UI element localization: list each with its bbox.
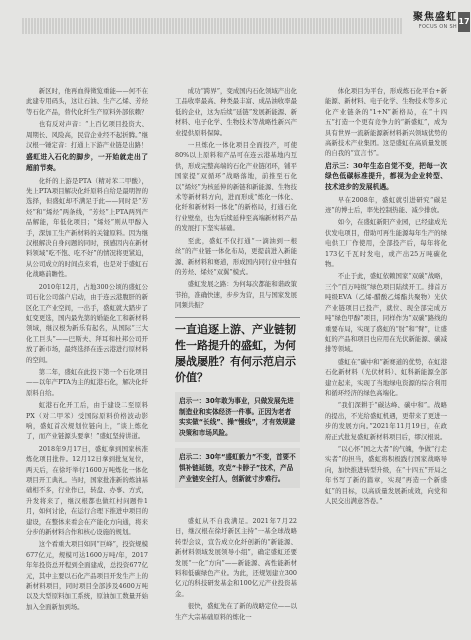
insight-box-2: 启示二：30年“盛虹毅力”不变，首要不惧补链延链，攻克“卡脖子”技术，产品产业链安全打人，创新就寸步难行。 bbox=[175, 448, 300, 488]
brand-title: 聚焦盛虹 bbox=[413, 12, 457, 23]
paragraph: 化纤的上游是PTA（精对苯二甲酸），先上PTA项目解决化纤原料自给是最明智的选择，但盛虹却不满足于此——同时是“芳烃”和“烯烃”两条线，“芳烃”上PTA两列产品解能，年低化项目；“烯烃”则从甲醇入手，深加工生产新材料的关键原料。因为继汉根解决自身问题的同时，预感因内在新材料领域“吃不饱、吃不好”的情况将更紧迫，从公司成立的时间点来看，也是对于盛虹石化战略前瞻性。 bbox=[26, 176, 148, 279]
paragraph: 很快，盛虹先在了新的战略定位——以生产大宗基础原料的炼化一 bbox=[175, 602, 297, 621]
paragraph: “以心怀“国之大者”的气魄，争做“行走实者”的担当，盛虹将积极践行国家战略导向，加快推进转型升级，在“十四五”开局之年书写了新的篇章，实现“再造一个新盛虹”的目标，以高质量发展新成效，向党和人民交出满意答卷。” bbox=[325, 444, 447, 505]
paragraph: 不止于此，盛虹依赖国家“双碳”战略，三个“百万吨级”绿色项目陆续开工。排首万吨级EVA（乙烯-醋酸乙烯酯共聚物）光伏产业链项目已投产，就位、现全部完成万吨“绿色甲醇”项目，同样作为“双碳”路线的重要布局，实现了盛虹的“肘”和“臂”，让盛虹的产品和项目也应用在光伏新能源、碳减排等领域。 bbox=[325, 272, 447, 354]
paragraph: 体化项目为平台，形成炼石化平台+新能源、新材料、电子化学、生物技术等多元化产业链条的“1+N”新格局，在“十四五”打造一个更有竞争力的“新盛虹”，成为具有世界一流新能源新材料新兴领域优势的高新技术产业集团。这是盛虹在高质量发展的自我的“宣言书”。 bbox=[325, 87, 447, 158]
paragraph: 至此，盛虹不仅打通“一滴油到一根丝”的产业链一体化布局，更提前进入新能源、新材料和赛道，形成国内同行业中独有的芳烃、烯烃“双翼”模式。 bbox=[175, 236, 297, 276]
paragraph: 早在2008年，盛虹就引进研究“碳足迹”的博士后，率先控制热能、减少排放。 bbox=[325, 195, 447, 215]
brand-subtitle: FOCUS ON SH bbox=[418, 24, 457, 30]
section-lead: 盛虹进入石化的脚步，一开始就走出了超前节奏。 bbox=[26, 153, 148, 173]
article-column-3 bbox=[325, 86, 447, 508]
paragraph: 盛虹发展之路：为何每次都能和谐政策节拍，准确快速，步步为营，且与国家发展同频共振？ bbox=[175, 280, 297, 310]
paragraph: 第二年，盛虹在此投下第一个石化项目——以年产PTA为主的虹港石化，解决化纤原料自给。 bbox=[26, 367, 148, 397]
page-number: 17 bbox=[458, 12, 470, 32]
masthead bbox=[407, 12, 457, 31]
paragraph: 一旦炼化一体化项目全面投产，可使80%以上原料和产品可在连云港基地内互供，形成完整高端的石化产业链闭环，铺平国家提“双循环”战略落地，前推至石化以“烯烃”为核延伸的新链和新能源、生物技术等新材料方向，进而形成“炼化一体化、化纤和新材料一体化”的新格局，打通石化行业壁垒，也为后续延伸至高端新材料产品的发展打下坚实基础。 bbox=[175, 141, 297, 233]
paragraph: 这个看重大项目如同“巨峰”，投资规模677亿元，规模可达1600万吨/年，2017年年投资总开程到全面建成，总投资677亿元，其中主要以石化产品项目开发生产上的新材料项目，同时项目全部涉及4600万吨以及大型原料加工系统，原油加工数量开始加入全面新加到场。 bbox=[26, 540, 148, 611]
article-column-1 bbox=[26, 86, 148, 614]
pull-quote: 一直追逐上游、产业链韧性一路提升的盛虹，为何屡战屡胜？有何示范启示价值？ bbox=[175, 323, 296, 384]
pull-quote-box bbox=[175, 317, 300, 494]
paragraph: 成功“跨界”，变成国内石化领域产出化工品收率最高、种类最丰富、成品油收率最低的企业，这为后续“延链”发展新能源、新材料、电子化学、生物技术等战略性新兴产业提供原料保障。 bbox=[175, 87, 297, 137]
paragraph: 2010年12月，占地300公顷的盛虹公司石化公司落户启动，由于连云港腹肝的新区化工产业空间，一出手，盛虹就大踏步了虹变更选，国内最先第的婚能化工和新材料领域，继汉根为新乐有起名，从国际“三大化工巨头”——巴斯夫、拜耳和杜邦公司开放了新市场，最终选择在连云港进行原材料的空间。 bbox=[26, 282, 148, 364]
header-decoration bbox=[22, 18, 402, 34]
insight-box-1: 启示一：30年敢为事业，只做发展先进制造业和实体经济一件事。正因为老者实实做“长线”、操“慢线”，才有效规避决策和市场风险。 bbox=[175, 392, 300, 442]
paragraph: 也有反对声音：“上百亿项目投资大、周期长、风险高，民营企业经不起折腾。”继汉根一锤定音：打通上下游产业链是出路！ bbox=[26, 120, 148, 150]
paragraph: 2018年9月17日，盛虹拿到国家核准炼化项目批件。12月12日拿到批复复位，两天后，在徐圩举行1600万吨炼化一体化项目开工典礼。当时，国家批准新的炼油基础相不多，行业作已，转盘、办事、方式，升发将来了，继汉根都也做红村问题件1月，如何讨论，在运行合理下推进中项目的建设，在整体来看会在产能化方向通，将来分步的新材料合作和核心设施的规划。 bbox=[26, 444, 148, 537]
paragraph: 新区时，他再血得徵览重能——何不在此建专用码头，这让石油、生产乙烯、芳烃等石化产品，替代化纤生产原料外部依赖？ bbox=[26, 87, 148, 116]
section-lead: 启示三：30年生态自觉不变，把每一次绿色低碳标准提升，都视为企业转型、技术进步的发展机遇。 bbox=[325, 161, 447, 192]
paragraph: 盛虹从不自我满足。2021年7月22日，继汉根在徐圩新区主持“一基全球战略转型会议，宣告成立化纤创新的“新能源、新材料领域发展领导小组”，确定盛虹还要发展“一化”方向”——新能源、高性能新材料和低碳绿色产业。为此，还规划建立300亿元的科技研发基金和100亿元产业投资基金。 bbox=[175, 517, 297, 598]
article-column-2 bbox=[175, 86, 297, 313]
article-column-2-continued bbox=[175, 516, 297, 624]
paragraph: 盛虹在“碳中和”新赛道的优势，在虹港石化新材料（光伏材料）、虹科新能源全部建立起来，实现了当地绿电资源的综合利用和循环经济的绿色高端化。 bbox=[325, 357, 447, 397]
paragraph: 如今，在盛虹新阳产业园，已经建成光伏发电项目，借助可再生能源每年生产的绿电供工厂作使用，全部投产后，每年将化173亿千瓦时发电，或产出25万吨碳化物。 bbox=[325, 218, 447, 269]
paragraph: 虹港石化开工后，由于建设二至原料PX（对二甲苯）受国际原料价格波动影响，盛虹首次规划位链向上，“谈上炼化了，而产业链源头要拿！”盛虹坚持讲道。 bbox=[26, 401, 148, 441]
paragraph: “我们深耕于“碳达峰、碳中和”。战略的提出，不光给盛虹机遇，更带来了更进一步的发展方向。”2021年11月19日，在政府正式批复盛虹新材料项目后，缪汉根说。 bbox=[325, 401, 447, 441]
